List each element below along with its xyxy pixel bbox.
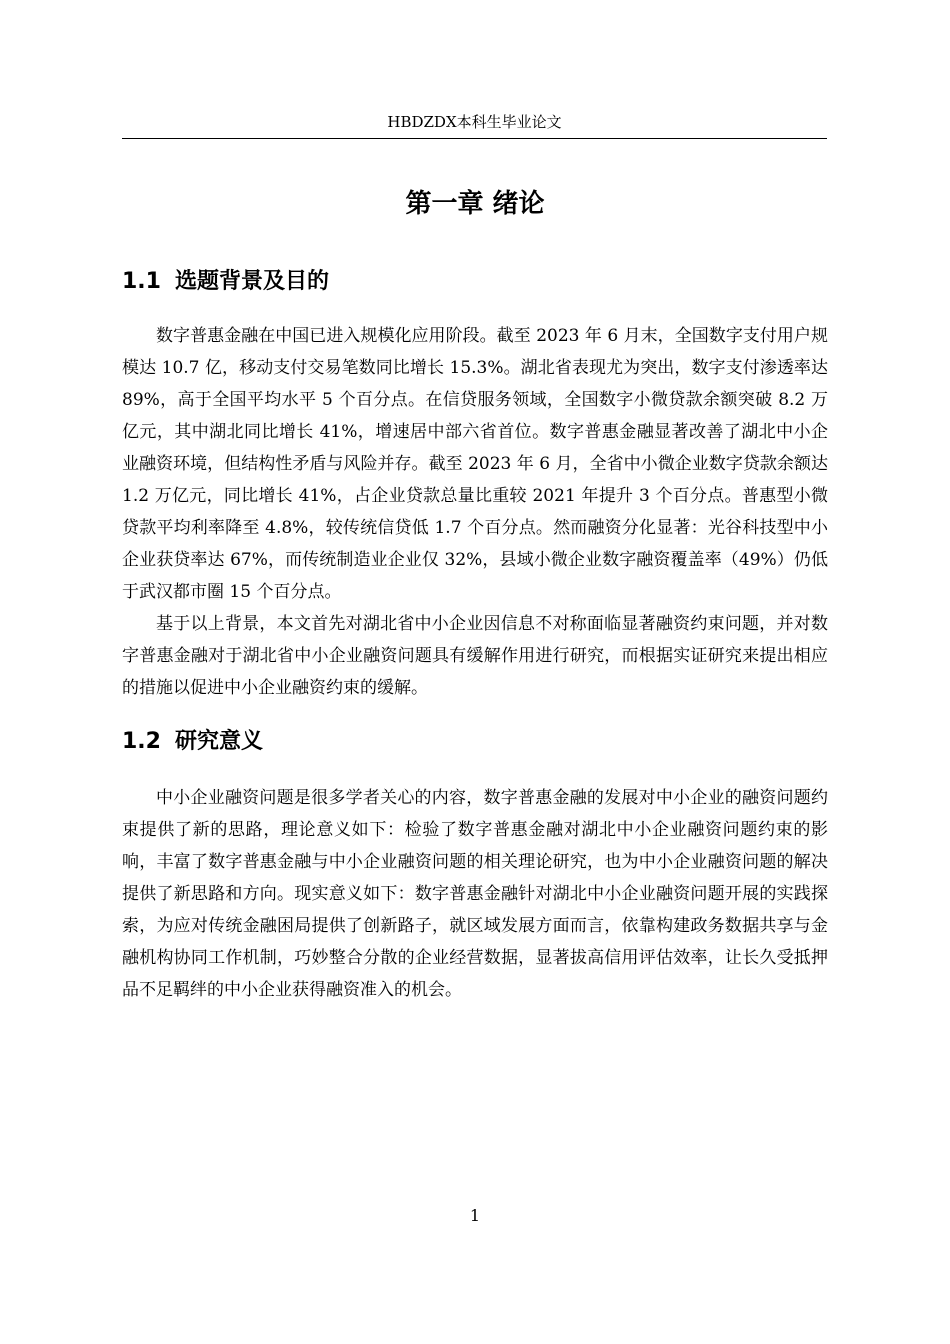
page-number: 1 [469,1206,481,1225]
section-body-1-2 [122,782,828,1006]
paragraph: 基于以上背景，本文首先对湖北省中小企业因信息不对称面临显著融资约束问题，并对数字普惠金融对于湖北省中小企业融资问题具有缓解作用进行研究，而根据实证研究来提出相应的措施以促进中小企业融资约束的缓解。 [122,614,828,698]
section-number: 1.1 [122,269,161,294]
running-header [122,110,827,139]
section-heading-1-1 [122,262,329,302]
running-header-text: HBDZDX本科生毕业论文 [387,113,562,131]
paragraph: 数字普惠金融在中国已进入规模化应用阶段。截至 2023 年 6 月末，全国数字支付用户规模达 10.7 亿，移动支付交易笔数同比增长 15.3%。湖北省表现尤为突出，数字支付渗透率达 89%，高于全国平均水平 5 个百分点。在信贷服务领域，全国数字小微贷款余额突破 8.2 万亿元，其中湖北同比增长 41%，增速居中部六省首位。数字普惠金融显著改善了湖北中小企业融资环境，但结构性矛盾与风险并存。截至 2023 年 6 月，全省中小微企业数字贷款余额达 1.2 万亿元，同比增长 41%，占企业贷款总量比重较 2021 年提升 3 个百分点。普惠型小微贷款平均利率降至 4.8%，较传统信贷低 1.7 个百分点。然而融资分化显著：光谷科技型中小企业获贷率达 67%，而传统制造业企业仅 32%，县域小微企业数字融资覆盖率（49%）仍低于武汉都市圈 15 个百分点。 [122,326,828,602]
chapter-title: 第一章 绪论 [405,189,545,219]
section-number: 1.2 [122,729,161,754]
section-body-1-1 [122,320,828,704]
section-title: 选题背景及目的 [174,269,329,294]
paragraph: 中小企业融资问题是很多学者关心的内容，数字普惠金融的发展对中小企业的融资问题约束提供了新的思路，理论意义如下：检验了数字普惠金融对湖北中小企业融资问题约束的影响，丰富了数字普惠金融与中小企业融资问题的相关理论研究，也为中小企业融资问题的解决提供了新思路和方向。现实意义如下：数字普惠金融针对湖北中小企业融资问题开展的实践探索，为应对传统金融困局提供了创新路子，就区域发展方面而言，依靠构建政务数据共享与金融机构协同工作机制，巧妙整合分散的企业经营数据，显著拔高信用评估效率，让长久受抵押品不足羁绊的中小企业获得融资准入的机会。 [122,788,828,1000]
section-heading-1-2 [122,722,263,762]
section-title: 研究意义 [174,729,263,754]
